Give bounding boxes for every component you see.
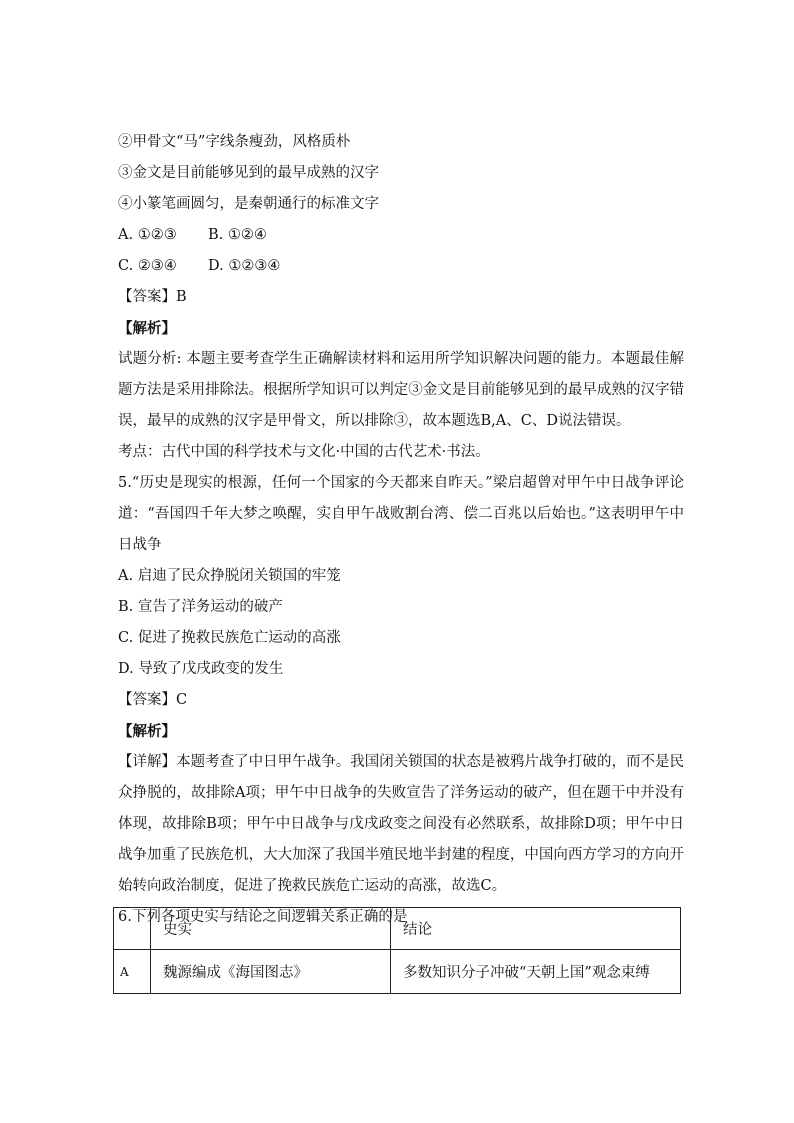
q5-option-d: D. 导致了戊戌政变的发生 — [118, 661, 284, 677]
q4-kaodian: 考点：古代中国的科学技术与文化·中国的古代艺术·书法。 — [118, 444, 490, 460]
table-header-cell — [114, 908, 151, 950]
q5-detail-label: 【详解】 — [118, 754, 177, 770]
table-cell: A — [114, 950, 151, 994]
q4-analysis-label: 【解析】 — [118, 320, 176, 337]
q4-analysis: 试题分析: 本题主要考查学生正确解读材料和运用所学知识解决问题的能力。本题最佳解题方法是采用排除法。根据所学知识可以判定③金文是目前能够见到的最早成熟的汉字错误，最早的成熟的汉字是甲骨文，所以排除③，故本题选B,A、C、D说法错误。 — [118, 351, 684, 429]
document-body — [118, 127, 684, 933]
q5-detail — [118, 747, 684, 902]
q4-option-d: D. ①②③④ — [208, 258, 281, 274]
q5-option-b: B. 宣告了洋务运动的破产 — [118, 599, 283, 615]
table-row — [114, 950, 681, 994]
table-header-cell: 史实 — [151, 908, 391, 950]
table-cell: 多数知识分子冲破“天朝上国”观念束缚 — [391, 950, 681, 994]
table-cell: 魏源编成《海国图志》 — [151, 950, 391, 994]
q4-answer: 【答案】B — [118, 289, 187, 305]
q4-statement-4: ④小篆笔画圆匀，是秦朝通行的标准文字 — [118, 196, 379, 212]
table-header-cell: 结论 — [391, 908, 681, 950]
q5-option-a: A. 启迪了民众挣脱闭关锁国的牢笼 — [118, 568, 341, 584]
q5-answer: 【答案】C — [118, 692, 188, 708]
q4-option-a: A. ①②③ — [118, 227, 177, 243]
q4-options-cd — [118, 251, 684, 282]
q6-table — [113, 907, 681, 994]
q6-stem: 6.下列各项史实与结论之间逻辑关系正确的是 — [118, 909, 408, 925]
q4-statement-3: ③金文是目前能够见到的最早成熟的汉字 — [118, 165, 379, 181]
q4-options-ab — [118, 220, 684, 251]
q5-analysis-label: 【解析】 — [118, 723, 176, 740]
q4-option-b: B. ①②④ — [208, 227, 267, 243]
table-header-row — [114, 908, 681, 950]
q5-stem: 5.“历史是现实的根源，任何一个国家的今天都来自昨天。”梁启超曾对甲午中日战争评论道：“吾国四千年大梦之唤醒，实自甲午战败割台湾、偿二百兆以后始也。”这表明甲午中日战争 — [118, 475, 684, 553]
q5-option-c: C. 促进了挽救民族危亡运动的高涨 — [118, 630, 341, 646]
q5-detail-text: 本题考查了中日甲午战争。我国闭关锁国的状态是被鸦片战争打破的，而不是民众挣脱的，故排除A项；甲午中日战争的失败宣告了洋务运动的破产，但在题干中并没有体现，故排除B项；甲午中日战争与戊戌政变之间没有必然联系，故排除D项；甲午中日战争加重了民族危机，大大加深了我国半殖民地半封建的程度，中国向西方学习的方向开始转向政治制度，促进了挽救民族危亡运动的高涨，故选C。 — [118, 754, 685, 894]
q4-statement-2: ②甲骨文“马”字线条瘦劲，风格质朴 — [118, 134, 351, 150]
q4-option-c: C. ②③④ — [118, 258, 177, 274]
